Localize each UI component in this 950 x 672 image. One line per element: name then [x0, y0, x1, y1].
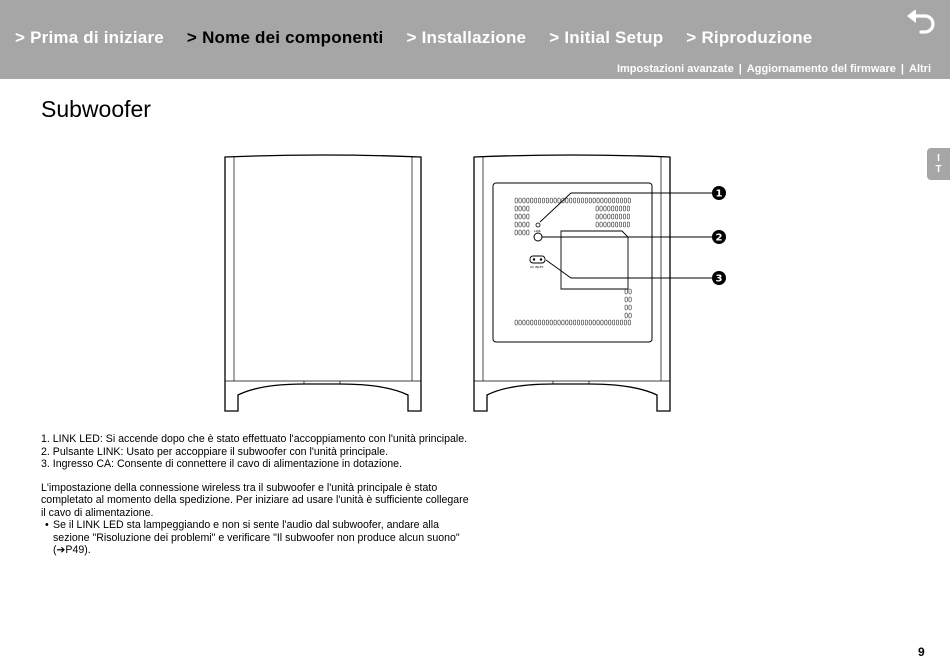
vent-slot — [546, 198, 548, 203]
lang-tab-letter: T — [935, 164, 942, 175]
vent-slot — [515, 320, 517, 325]
component-list — [41, 433, 471, 471]
vent-slot — [523, 230, 525, 235]
vent-slot — [596, 214, 598, 219]
vent-slot — [585, 198, 587, 203]
vent-slot — [550, 320, 552, 325]
vent-slot — [542, 198, 544, 203]
vent-slot — [600, 206, 602, 211]
vent-slot — [628, 320, 630, 325]
nav-label: Installazione — [421, 28, 527, 47]
subnav-link-altri[interactable]: Altri — [909, 63, 931, 75]
vent-slot — [535, 320, 537, 325]
vent-slot — [597, 198, 599, 203]
vent-slot — [562, 320, 564, 325]
vent-slot — [609, 320, 611, 325]
list-item: 1. LINK LED: Si accende dopo che è stato effettuato l'accoppiamento con l'unità principale. — [41, 433, 468, 445]
vent-slot — [593, 198, 595, 203]
vent-slot — [589, 320, 591, 325]
callout-3 — [712, 271, 726, 285]
vent-slot — [620, 320, 622, 325]
ac-inlet-label: AC INLET — [530, 265, 544, 269]
vent-slot — [574, 198, 576, 203]
vent-slot — [546, 320, 548, 325]
vent-slot — [604, 206, 606, 211]
vent-slot — [629, 313, 631, 318]
vent-slot — [601, 320, 603, 325]
nav-prefix: > — [406, 28, 417, 47]
vent-slot — [515, 222, 517, 227]
rear-controls — [530, 223, 545, 269]
vent-slot — [527, 206, 529, 211]
page-number: 9 — [918, 645, 925, 659]
vent-slot — [515, 206, 517, 211]
subwoofer-front-view — [225, 155, 421, 411]
list-item: 3. Ingresso CA: Consente di connettere il cavo di alimentazione in dotazione. — [41, 458, 402, 470]
vent-slot — [629, 289, 631, 294]
vent-slot — [627, 214, 629, 219]
vent-slot — [601, 198, 603, 203]
vent-slot — [527, 198, 529, 203]
vent-slot — [613, 198, 615, 203]
ac-inlet — [530, 256, 545, 263]
vent-slot — [523, 198, 525, 203]
vent-slot — [527, 222, 529, 227]
vent-slot — [619, 206, 621, 211]
vent-slot — [554, 320, 556, 325]
vent-slot — [515, 230, 517, 235]
vent-slot — [613, 320, 615, 325]
nav-prefix: > — [549, 28, 560, 47]
subnav-link-impostazioni-avanzate[interactable]: Impostazioni avanzate — [616, 63, 734, 75]
subnav-separator: | — [738, 63, 742, 75]
nav-label: Nome dei componenti — [202, 28, 384, 47]
vent-slot — [566, 198, 568, 203]
vent-slot — [531, 198, 533, 203]
vent-slot — [623, 206, 625, 211]
vent-slot — [550, 198, 552, 203]
vent-slot — [619, 214, 621, 219]
vent-slot — [535, 198, 537, 203]
vent-slot — [627, 206, 629, 211]
vent-slot — [623, 214, 625, 219]
vent-slot — [625, 297, 627, 302]
subnav-link-aggiornamento-firmware[interactable]: Aggiornamento del firmware — [746, 63, 896, 75]
nav-prefix: > — [186, 28, 198, 47]
vent-slot — [605, 320, 607, 325]
vent-slot — [589, 198, 591, 203]
vent-slot — [608, 206, 610, 211]
vent-slot — [570, 320, 572, 325]
vent-slot — [616, 214, 618, 219]
vent-slot — [523, 214, 525, 219]
nav-label: Initial Setup — [564, 28, 664, 47]
bullet-note — [45, 519, 471, 557]
vent-slot — [581, 198, 583, 203]
vent-grille — [515, 198, 631, 325]
vent-slot — [538, 198, 540, 203]
nav-prefix: > — [15, 28, 26, 47]
link-button — [534, 233, 542, 241]
vent-slot — [527, 230, 529, 235]
vent-slot — [574, 320, 576, 325]
vent-slot — [620, 198, 622, 203]
vent-slot — [597, 320, 599, 325]
vent-slot — [523, 222, 525, 227]
vent-slot — [523, 206, 525, 211]
vent-slot — [612, 214, 614, 219]
callout-2 — [712, 230, 726, 244]
description-text — [41, 433, 471, 557]
vent-slot — [600, 222, 602, 227]
vent-slot — [629, 305, 631, 310]
vent-slot — [619, 222, 621, 227]
lang-tab-letter: I — [937, 153, 940, 164]
vent-slot — [608, 222, 610, 227]
nav-prefix: > — [686, 28, 697, 47]
vent-slot — [596, 222, 598, 227]
vent-slot — [605, 198, 607, 203]
vent-slot — [566, 320, 568, 325]
vent-slot — [519, 230, 521, 235]
vent-slot — [519, 222, 521, 227]
vent-slot — [604, 222, 606, 227]
vent-slot — [558, 198, 560, 203]
vent-slot — [616, 206, 618, 211]
nav-label: Prima di iniziare — [30, 28, 164, 47]
vent-slot — [527, 214, 529, 219]
vent-slot — [515, 198, 517, 203]
vent-slot — [577, 320, 579, 325]
vent-slot — [612, 206, 614, 211]
vent-slot — [616, 198, 618, 203]
vent-slot — [577, 198, 579, 203]
vent-slot — [604, 214, 606, 219]
vent-slot — [581, 320, 583, 325]
vent-slot — [558, 320, 560, 325]
vent-slot — [616, 222, 618, 227]
vent-slot — [542, 320, 544, 325]
vent-slot — [538, 320, 540, 325]
callout-number: 2 — [715, 232, 723, 244]
paragraph: L'impostazione della connessione wireless tra il subwoofer e l'unità principale è stato completato al momento della spedizione. Per iniziare ad usare l'unità è sufficiente collegare il cavo di alimentazione. — [41, 481, 469, 519]
vent-slot — [515, 214, 517, 219]
vent-slot — [625, 305, 627, 310]
vent-slot — [519, 198, 521, 203]
link-label: LINK — [534, 229, 541, 233]
vent-slot — [616, 320, 618, 325]
vent-slot — [609, 198, 611, 203]
callout-number: 1 — [715, 188, 723, 200]
vent-slot — [519, 214, 521, 219]
nav-label: Riproduzione — [701, 28, 813, 47]
vent-slot — [628, 198, 630, 203]
vent-slot — [625, 289, 627, 294]
vent-slot — [625, 313, 627, 318]
vent-slot — [554, 198, 556, 203]
vent-slot — [608, 214, 610, 219]
callout-number: 3 — [715, 273, 723, 285]
link-led — [536, 223, 540, 227]
vent-slot — [624, 320, 626, 325]
vent-slot — [600, 214, 602, 219]
vent-slot — [629, 297, 631, 302]
vent-slot — [612, 222, 614, 227]
vent-slot — [523, 320, 525, 325]
vent-slot — [623, 222, 625, 227]
subnav-separator: | — [900, 63, 904, 75]
vent-slot — [585, 320, 587, 325]
bullet-text: Se il LINK LED sta lampeggiando e non si sente l'audio dal subwoofer, andare alla sezione "Risoluzione dei problemi" e verificare "Il subwoofer non produce alcun suono" (➔P49). — [53, 519, 460, 556]
vent-slot — [624, 198, 626, 203]
page-title: Subwoofer — [41, 96, 151, 122]
vent-slot — [527, 320, 529, 325]
vent-slot — [627, 222, 629, 227]
vent-slot — [593, 320, 595, 325]
vent-slot — [531, 320, 533, 325]
vent-slot — [519, 206, 521, 211]
vent-slot — [519, 320, 521, 325]
callout-1 — [712, 186, 726, 200]
bullet-marker: • — [45, 519, 49, 531]
vent-slot — [570, 198, 572, 203]
list-item: 2. Pulsante LINK: Usato per accoppiare il subwoofer con l'unità principale. — [41, 445, 389, 458]
vent-slot — [596, 206, 598, 211]
